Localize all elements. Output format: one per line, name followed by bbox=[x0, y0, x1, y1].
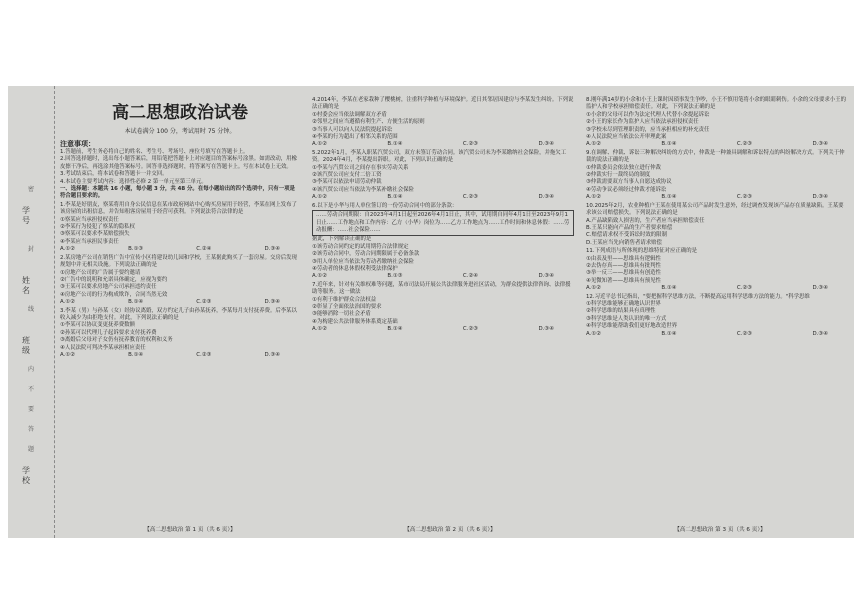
notice-item: 2.回答选择题时，选出每小题答案后，用铅笔把答题卡上对应题目的答案标号涂黑。如需改动，用橡皮擦干净后，再选涂其他答案标号。回答非选择题时，将答案写在答题卡上。写在本试卷上无效。 bbox=[60, 156, 297, 170]
seal-char: 内 bbox=[28, 366, 35, 373]
statement-item: ①村委会应当依法调解双方矛盾 bbox=[312, 111, 387, 118]
answer-option: C.②③ bbox=[736, 141, 753, 148]
answer-options bbox=[312, 326, 574, 333]
statement-item: ②彰显了全面依法治国的要求 bbox=[312, 303, 382, 310]
statement-item: D.王某应当先向销售者请求赔偿 bbox=[586, 239, 662, 246]
answer-option: C.②③ bbox=[196, 299, 212, 306]
statement-item: ②科学思维的结果具有真理性 bbox=[586, 308, 656, 315]
class-label: 班级 bbox=[22, 336, 30, 355]
answer-option: A.①② bbox=[312, 141, 327, 148]
name-label: 姓名 bbox=[22, 276, 30, 295]
notice-item: 3.考试结束后，将本试卷和答题卡一并交回。 bbox=[60, 171, 168, 178]
answer-option: A.①② bbox=[586, 194, 601, 201]
question bbox=[60, 255, 300, 307]
question-stem: 11.下列成语与所体现的思维特征对应正确的是 bbox=[586, 248, 697, 255]
statement-item: ④人民法院可判决李某承担相应责任 bbox=[60, 344, 146, 351]
answer-option: B.①④ bbox=[128, 299, 144, 306]
section-heading: 一、选择题：本题共 16 小题，每小题 3 分，共 48 分。在每小题给出的四个选项中，只有一项是符合题目要求的。 bbox=[60, 186, 295, 200]
answer-options bbox=[586, 194, 848, 201]
question-stem: 9.在调解、仲裁、诉讼三种解决纠纷的方式中，仲裁是一种兼具调解和诉讼特点的纠纷解决方式。下列关于仲裁的说法正确的是 bbox=[586, 149, 845, 164]
statement-item: ①由表及里——思维具有逻辑性 bbox=[586, 255, 661, 262]
statement-item: ①察某应当承担侵权责任 bbox=[60, 216, 119, 223]
statement-item: ②孙某可以代理儿子起诉要求支付抚养费 bbox=[60, 329, 157, 336]
answer-option: D.③④ bbox=[264, 246, 280, 253]
statement-item: ④科学思维能帮助我们更好地改造世界 bbox=[586, 323, 678, 330]
notice-item: 4.本试卷主要考试内容：选择性必修 2 第一单元至第三单元。 bbox=[60, 178, 207, 185]
question bbox=[60, 308, 300, 360]
answer-option: D.③④ bbox=[812, 330, 828, 337]
notice-heading: 注意事项： bbox=[60, 140, 95, 148]
statement-item: ③学校未尽到管理职责的，应当承担相应的补充责任 bbox=[586, 126, 710, 133]
exam-page-2 bbox=[312, 96, 574, 520]
question-stem: 4.2014年，李某在老家栽种了樱桃树，注重科学种植与环境保护。近日其邻居因建房与李某发生纠纷。下列说法正确的是 bbox=[312, 97, 574, 111]
question-stem: 12.习近平总书记指出，"要把握科学思维方法，不断提高运用科学思维方法的能力。"科学思维 bbox=[586, 293, 810, 300]
statement-item: ①科学思维能够正确地认识世界 bbox=[586, 300, 661, 307]
question-list bbox=[312, 97, 574, 334]
exam-page-1 bbox=[60, 96, 300, 520]
page-footer: 【高二思想政治 第 3 页（共 6 页）】 bbox=[674, 527, 766, 533]
exam-page-3 bbox=[586, 96, 848, 520]
statement-item: ②该汽贸公司应支付二倍工资 bbox=[312, 172, 382, 179]
answer-option: B.①④ bbox=[387, 194, 403, 201]
answer-option: C.②③ bbox=[736, 285, 753, 292]
answer-option: A.①② bbox=[60, 351, 75, 358]
statement-item: ③王某可以要求房地产公司承担违约责任 bbox=[60, 284, 157, 291]
statement-item: ④人民法院应当依法公开审理此案 bbox=[586, 134, 667, 141]
answer-option: B.①④ bbox=[387, 326, 403, 333]
statement-item: B.王某只能向产品的生产者要求赔偿 bbox=[586, 224, 673, 231]
seal-char: 线 bbox=[28, 306, 35, 313]
answer-option: B.①④ bbox=[387, 141, 403, 148]
answer-option: D.③④ bbox=[538, 141, 554, 148]
statement-item: ③离婚后父母对子女仍有抚养教育的权利和义务 bbox=[60, 337, 173, 344]
answer-option: A.①② bbox=[60, 246, 75, 253]
statement-item: ①李某与汽贸公司之间存在事实劳动关系 bbox=[312, 164, 409, 171]
question-stem: 10.2025年2月，农业种植户王某在使用某公司产品时发生意外，经过调查发现该产品存在质量缺陷。王某要求该公司赔偿损失。下列说法正确的是 bbox=[586, 202, 844, 217]
question-stem: 3.李某（男）与孙某（女）经协议离婚，双方约定儿子由孙某抚养，李某每月支付抚养费。后李某以收入减少为由拒绝支付。对此，下列说法正确的是 bbox=[60, 307, 297, 321]
answer-option: D.③④ bbox=[538, 326, 554, 333]
statement-item: ③察某可以要求李某赔偿损失 bbox=[60, 231, 130, 238]
answer-option: A.①② bbox=[586, 141, 601, 148]
answer-option: D.③④ bbox=[538, 273, 554, 280]
answer-options bbox=[586, 331, 848, 338]
answer-option: D.③④ bbox=[538, 194, 554, 201]
question bbox=[312, 282, 574, 334]
seal-char: 密 bbox=[28, 186, 35, 193]
statement-item: ③李某可以依法申请劳动仲裁 bbox=[312, 179, 382, 186]
answer-option: B.①④ bbox=[661, 285, 677, 292]
seal-char: 封 bbox=[28, 246, 35, 253]
statement-item: ②去伪存真——思维具有批判性 bbox=[586, 262, 661, 269]
question bbox=[60, 202, 300, 254]
answer-option: C.②④ bbox=[462, 273, 479, 280]
question-stem: 7.近年来，针对有关维权难等问题，某市司法局开展公共法律服务进社区活动，为群众提供法律咨询、法律援助等服务。这一做法 bbox=[312, 281, 571, 296]
answer-option: B.①④ bbox=[128, 351, 144, 358]
answer-option: D.③④ bbox=[812, 285, 828, 292]
statement-item: ④李某应当承担民事责任 bbox=[60, 238, 119, 245]
statement-item: ②广告中的说明和允诺具体确定，应视为要约 bbox=[60, 276, 168, 283]
statement-item: ④为构建公共法律服务体系奠定基础 bbox=[312, 318, 398, 325]
answer-options bbox=[312, 194, 574, 201]
answer-options bbox=[312, 273, 574, 280]
question bbox=[312, 150, 574, 202]
exam-title: 高二思想政治试卷 bbox=[112, 103, 248, 123]
answer-option: A.①② bbox=[312, 273, 327, 280]
answer-option: C.②③ bbox=[462, 141, 479, 148]
answer-option: A.①② bbox=[586, 330, 601, 337]
question-stem: 8.刚年满14岁的小余和小王上课时因琐事发生争吵，小王不慎用笔将小余的眼睛刺伤。小余的父母要求小王的监护人和学校承担赔偿责任。对此，下列说法正确的是 bbox=[586, 97, 846, 111]
question-list bbox=[60, 202, 300, 360]
statement-item: 据此，下列解读正确的是 bbox=[312, 236, 372, 243]
statement-item: ①小余的父母可以作为法定代理人代替小余提起诉讼 bbox=[586, 111, 710, 118]
answer-option: A.①② bbox=[60, 299, 75, 306]
statement-item: ②该劳动合同中，劳动合同期限属于必备条款 bbox=[312, 251, 420, 258]
statement-item: ②小王的家长作为监护人应当依法承担侵权责任 bbox=[586, 119, 699, 126]
seal-char: 题 bbox=[28, 446, 35, 453]
question-stem: 1.李某是好朋友，察某将用自身公民信息在某市政府网站中心购买房屋用于经营，李某在网上发布了该房屋的出租信息，并告知租客房屋用于经营可获利。下列说法符合法律的是 bbox=[60, 201, 297, 216]
answer-options bbox=[586, 285, 848, 292]
answer-options bbox=[60, 352, 300, 359]
answer-option: B.①③ bbox=[128, 246, 144, 253]
question-stem: 6.以下是小华与用人单位签订的一份劳动合同中的部分条款： bbox=[312, 202, 458, 209]
answer-option: A.①② bbox=[586, 285, 601, 292]
statement-item: ③仲裁需要双方当事人自愿达成协议 bbox=[586, 179, 672, 186]
answer-option: A.①② bbox=[312, 326, 327, 333]
statement-item: ②仲裁实行一裁终局的制度 bbox=[586, 172, 651, 179]
answer-option: B.①④ bbox=[661, 194, 677, 201]
statement-item: ①有利于维护群众合法权益 bbox=[312, 296, 377, 303]
statement-item: ③科学思维是人类认识的唯一方式 bbox=[586, 315, 667, 322]
statement-item: ④李某的行为超出了相邻关系的范围 bbox=[312, 134, 398, 141]
page-footer: 【高二思想政治 第 2 页（共 6 页）】 bbox=[404, 527, 496, 533]
statement-item: ④房地产公司的行为构成欺诈，合同当然无效 bbox=[60, 291, 168, 298]
question-list bbox=[586, 97, 848, 338]
statement-item: A.产品缺陷致人损害的，生产者应当承担赔偿责任 bbox=[586, 217, 705, 224]
answer-option: D.③④ bbox=[812, 141, 828, 148]
answer-option: C.②③ bbox=[196, 351, 212, 358]
quoted-contract-clause: ……劳动合同期限：自2023年4月1日起至2026年4月1日止，其中，试用期自同年4月1日至2023年9月1日止……工作地点和工作内容：乙方（小华）岗位为……乙方工作地点为……工作时间和休息休假：……劳动报酬：……社会保险…… bbox=[312, 210, 574, 236]
answer-option: C.②③ bbox=[462, 194, 479, 201]
statement-item: ②邻里之间应当遵循有利生产、方便生活的原则 bbox=[312, 119, 425, 126]
answer-option: B.①④ bbox=[661, 330, 677, 337]
statement-item: C.赔偿请求权不受诉讼时效的限制 bbox=[586, 232, 667, 239]
statement-item: ④该汽贸公司应当依法为李某补缴社会保险 bbox=[312, 186, 414, 193]
statement-item: ①李某可以协议变更抚养费数额 bbox=[60, 322, 135, 329]
answer-options bbox=[312, 141, 574, 148]
student-id-label: 学号 bbox=[22, 206, 30, 225]
answer-option: D.③④ bbox=[264, 351, 280, 358]
statement-item: ④劳动者的休息休假权利受法律保护 bbox=[312, 265, 398, 272]
statement-item: ①房地产公司的广告属于要约邀请 bbox=[60, 269, 141, 276]
statement-item: ①该劳动合同约定的试用期符合法律规定 bbox=[312, 243, 409, 250]
binding-strip bbox=[8, 86, 55, 538]
statement-item: ③能够消除一切社会矛盾 bbox=[312, 311, 371, 318]
answer-option: C.②④ bbox=[196, 246, 212, 253]
seal-char: 要 bbox=[28, 406, 35, 413]
answer-option: A.①② bbox=[312, 194, 327, 201]
statement-item: ④劳动争议必须经过仲裁才能诉讼 bbox=[586, 186, 667, 193]
question-stem: 5.2022年1月，李某入职某汽贸公司，双方未签订劳动合同。该汽贸公司未为李某缴纳社会保险，并拖欠工资。2024年4月，李某提出辞职。对此，下列认识正确的是 bbox=[312, 149, 567, 164]
seal-char: 不 bbox=[28, 386, 35, 393]
question bbox=[586, 294, 848, 338]
exam-info: 本试卷满分 100 分，考试用时 75 分钟。 bbox=[124, 128, 236, 135]
answer-option: B.①③ bbox=[387, 273, 403, 280]
question bbox=[586, 97, 848, 149]
statement-item: ③用人单位应当依法为劳动者缴纳社会保险 bbox=[312, 258, 414, 265]
answer-option: D.③④ bbox=[264, 299, 280, 306]
answer-options bbox=[586, 141, 848, 148]
statement-item: ④见微知著——思维具有预见性 bbox=[586, 277, 661, 284]
question-stem: 2.某房地产公司在销售广告中宣传小区将建设幼儿园和学校，王某据此购买了一套房屋。交房后发现规划中并无相关设施。下列说法正确的是 bbox=[60, 254, 297, 269]
question bbox=[312, 97, 574, 149]
statement-item: ③举一反三——思维具有创造性 bbox=[586, 270, 661, 277]
page-footer: 【高二思想政治 第 1 页（共 6 页）】 bbox=[144, 527, 236, 533]
statement-item: ②李某行为侵犯了察某的隐私权 bbox=[60, 224, 135, 231]
answer-option: C.②③ bbox=[736, 194, 753, 201]
answer-option: C.②③ bbox=[736, 330, 753, 337]
answer-option: D.③④ bbox=[812, 194, 828, 201]
question bbox=[312, 203, 574, 281]
question bbox=[586, 150, 848, 202]
statement-item: ③当事人可以向人民法院提起诉讼 bbox=[312, 126, 393, 133]
answer-options bbox=[60, 299, 300, 306]
question bbox=[586, 203, 848, 247]
school-label: 学校 bbox=[22, 466, 30, 485]
answer-option: C.②③ bbox=[462, 326, 479, 333]
answer-option: B.①④ bbox=[661, 141, 677, 148]
notice-item: 1.答题前，考生务必将自己的姓名、考生号、考场号、座位号填写在答题卡上。 bbox=[60, 149, 249, 155]
statement-item: ①仲裁委员会依法独立进行仲裁 bbox=[586, 164, 661, 171]
answer-options bbox=[60, 246, 300, 253]
seal-char: 答 bbox=[28, 426, 35, 433]
question bbox=[586, 248, 848, 292]
